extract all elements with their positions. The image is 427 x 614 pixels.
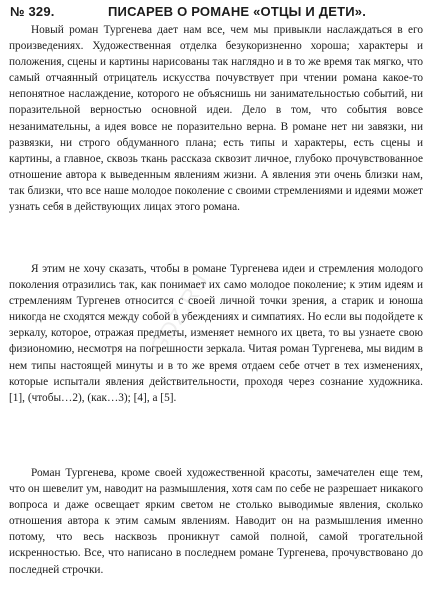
exercise-number: № 329. [10,4,55,19]
paragraph-1-text: Новый роман Тургенева дает нам все, чем мы привыкли наслаждаться в его произведениях. Художественная отделка безукоризненно хороша; характеры и положения, сцены и картины нарисованы так наглядно и в то же время так мягко, что самый отчаянный отрицатель искусства почувствует при чтении романа какое-то непонятное наслаждение, которого не объяснишь ни занимательностью событий, ни поразительной верностью основной идеи. Дело в том, что события вовсе незанимательны, а идея вовсе не поразительно верна. В романе нет ни завязки, ни развязки, ни строго обдуманного плана; есть типы и характеры, есть сцены и картины, а главное, сквозь ткань рассказа сквозит личное, глубоко прочувствованное отношение автора к выведенным явлениям жизни. А явления эти очень близки нам, так близки, что все наше молодое поколение с своими стремлениями и идеями может узнать себя в действующих лицах этого романа. [9,24,423,214]
paragraph-3-text: Роман Тургенева, кроме своей художественной красоты, замечателен еще тем, что он шевелит ум, наводит на размышления, хотя сам по себе не разрешает никакого вопроса и даже освещает ярким светом не столько выводимые явления, сколько отношения автора к этим самым явлениям. Наводит он на размышления именно потому, что весь насквозь проникнут самой полной, самой трогательной искренностью. Все, что написано в последнем романе Тургенева, прочувствовано до последней строчки. [9,467,423,576]
watermark: GDZ.RU [145,268,215,359]
paragraph-2-text: Я этим не хочу сказать, чтобы в романе Тургенева идеи и стремления молодого поколения отразились так, как понимает их само молодое поколение; к этим идеям и стремлениям Тургенев относится с своей личной точки зрения, а старик и юноша никогда не сходятся между собой в убеждениях и симпатиях. Но если вы подойдете к зеркалу, которое, отражая предметы, изменяет немного их цвета, то вы узнаете свою физиономию, несмотря на погрешности зеркала. Читая роман Тургенева, мы видим в нем типы настоящей минуты и в то же время отдаем себе отчет в тех изменениях, которые испытали явления действительности, проходя через сознание художника. [1], (чтобы…2), (как…3); [4], а [5]. [9,263,423,404]
exercise-title: ПИСАРЕВ О РОМАНЕ «ОТЦЫ И ДЕТИ». [108,4,367,19]
paragraph-3 [9,465,423,578]
paragraph-2 [9,261,423,406]
exercise-header [10,4,420,24]
paragraph-1 [9,22,423,215]
